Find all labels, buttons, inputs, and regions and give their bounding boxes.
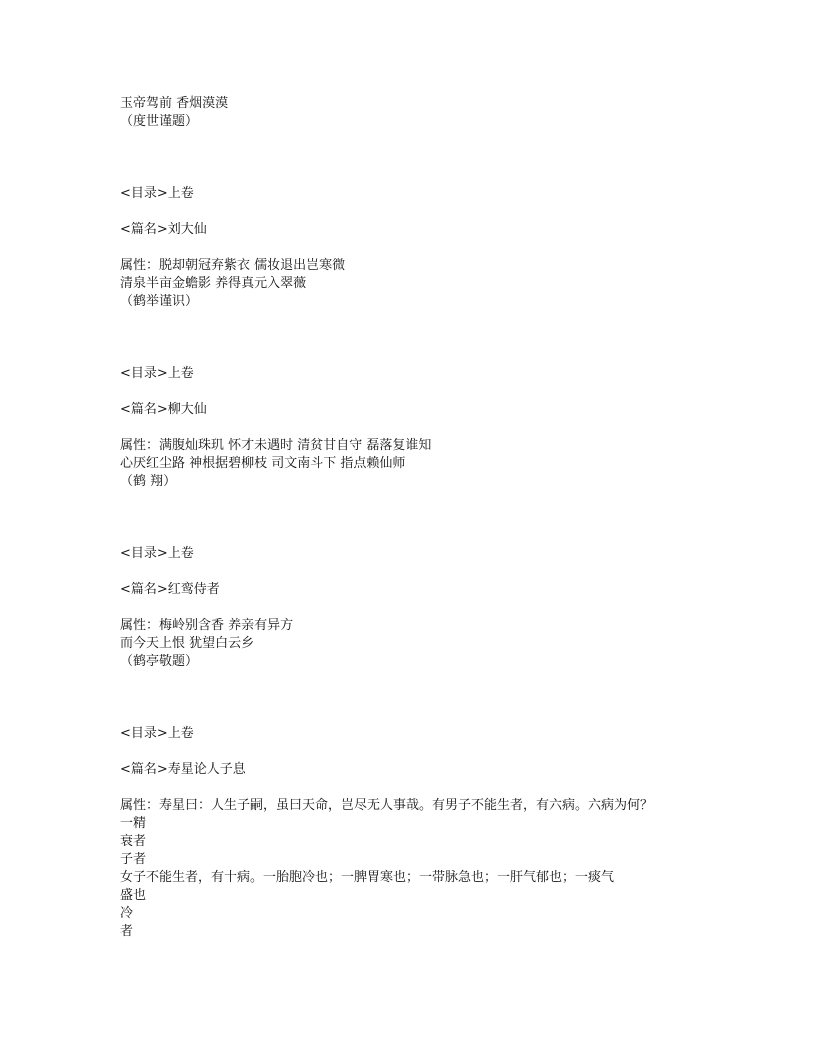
document-page — [120, 95, 780, 941]
body-line: 冷 — [120, 906, 134, 921]
attribute-line: 属性：脱却朝冠弃紫衣 儒妆退出岂寒微 — [120, 258, 346, 273]
credit-line: （鹤 翔） — [120, 474, 177, 489]
chapter-title: <篇名>柳大仙 — [120, 402, 207, 417]
verse-line: 而今天上恨 犹望白云乡 — [120, 636, 255, 651]
chapter-title: <篇名>寿星论人子息 — [120, 762, 246, 777]
chapter-title: <篇名>刘大仙 — [120, 222, 207, 237]
attribute-line: 属性：满腹灿珠玑 怀才未遇时 清贫甘自守 磊落复谁知 — [120, 438, 432, 453]
intro-verse: 玉帝驾前 香烟漠漠 — [120, 96, 229, 111]
body-line: 衰者 — [120, 834, 147, 849]
catalog-label: <目录>上卷 — [120, 546, 194, 561]
chapter-title: <篇名>红鸾侍者 — [120, 582, 220, 597]
credit-line: （鹤举谨识） — [120, 294, 199, 309]
intro-block — [120, 95, 780, 131]
verse-line: 心厌红尘路 神根据碧柳枝 司文南斗下 指点赖仙师 — [120, 456, 406, 471]
body-line: 者 — [120, 924, 134, 939]
section-liu-daxian — [120, 185, 780, 311]
catalog-label: <目录>上卷 — [120, 726, 194, 741]
credit-line: （鹤亭敬题） — [120, 654, 199, 669]
attribute-line: 属性：梅岭别含香 养亲有异方 — [120, 618, 294, 633]
section-liu-daxian-willow — [120, 365, 780, 491]
catalog-label: <目录>上卷 — [120, 366, 194, 381]
body-line: 盛也 — [120, 888, 147, 903]
body-line: 子者 — [120, 852, 147, 867]
catalog-label: <目录>上卷 — [120, 186, 194, 201]
intro-credit: （度世谨题） — [120, 114, 199, 129]
section-shouxing — [120, 725, 780, 941]
body-line: 女子不能生者，有十病。一胎胞冷也；一脾胃寒也；一带脉急也；一肝气郁也；一痰气 — [120, 870, 615, 885]
verse-line: 清泉半亩金蟾影 养得真元入翠薇 — [120, 276, 307, 291]
section-hongluan-shizhe — [120, 545, 780, 671]
attribute-line: 属性：寿星曰：人生子嗣，虽曰天命，岂尽无人事哉。有男子不能生者，有六病。六病为何？ — [120, 798, 654, 813]
body-line: 一精 — [120, 816, 147, 831]
